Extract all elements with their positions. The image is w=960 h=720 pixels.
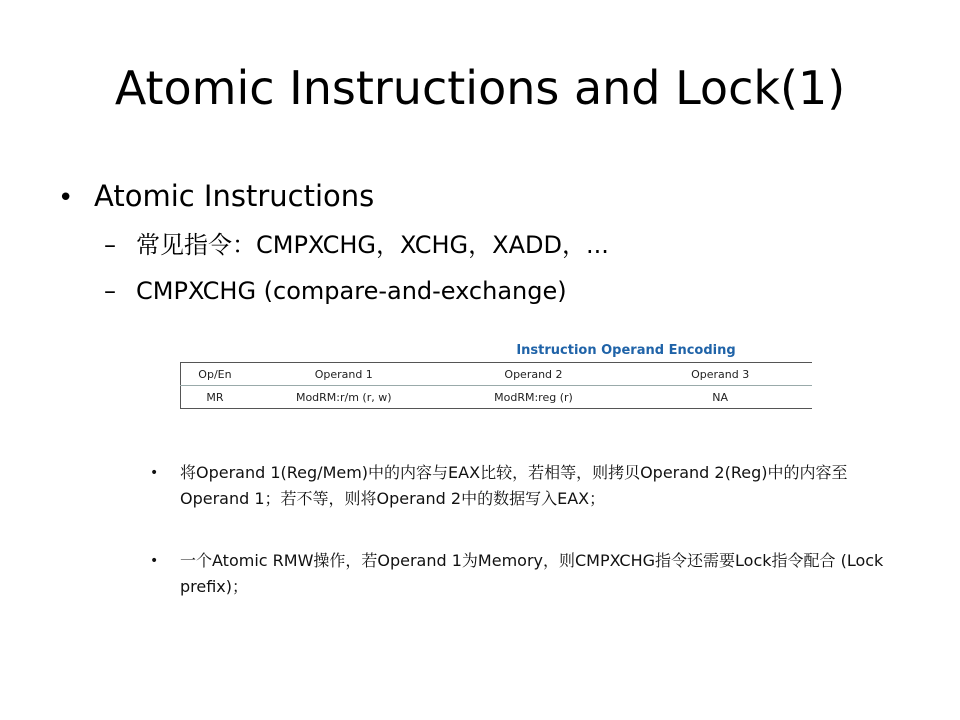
note-cmpxchg-semantics <box>150 460 910 512</box>
table-cell: NA <box>628 386 812 409</box>
header-cell: Operand 1 <box>249 363 439 386</box>
table-row <box>181 386 813 409</box>
note-text: 一个Atomic RMW操作，若Operand 1为Memory，则CMPXCHG指令还需要Lock指令配合 (Lock prefix)； <box>180 551 884 596</box>
sub-bullet-dash: – <box>104 231 116 259</box>
table-cell: MR <box>181 386 249 409</box>
bullet-text: Atomic Instructions <box>94 179 375 213</box>
table-cell: ModRM:reg (r) <box>439 386 629 409</box>
slide-title: Atomic Instructions and Lock(1) <box>114 61 846 115</box>
sub-bullet-dash: – <box>104 277 116 305</box>
header-cell: Operand 2 <box>439 363 629 386</box>
header-cell: Operand 3 <box>628 363 812 386</box>
note-bullet: • <box>150 553 159 569</box>
sub-bullet-common-instructions <box>104 228 609 262</box>
bullet-atomic-instructions <box>58 176 374 218</box>
note-text: 将Operand 1(Reg/Mem)中的内容与EAX比较，若相等，则拷贝Operand 2(Reg)中的内容至Operand 1；若不等，则将Operand 2中的数据写入EAX； <box>180 463 848 508</box>
note-bullet: • <box>150 465 159 481</box>
table-header-row <box>181 363 813 386</box>
bullet-dot: • <box>58 183 74 213</box>
sub-bullet-text: CMPXCHG (compare-and-exchange) <box>136 277 567 305</box>
sub-bullet-cmpxchg <box>104 274 567 308</box>
table-grid <box>180 362 812 409</box>
header-cell: Op/En <box>181 363 249 386</box>
sub-bullet-text: 常见指令：CMPXCHG，XCHG，XADD，... <box>136 231 609 259</box>
table-caption: Instruction Operand Encoding <box>516 343 736 358</box>
note-lock-prefix <box>150 548 910 600</box>
table-cell: ModRM:r/m (r, w) <box>249 386 439 409</box>
